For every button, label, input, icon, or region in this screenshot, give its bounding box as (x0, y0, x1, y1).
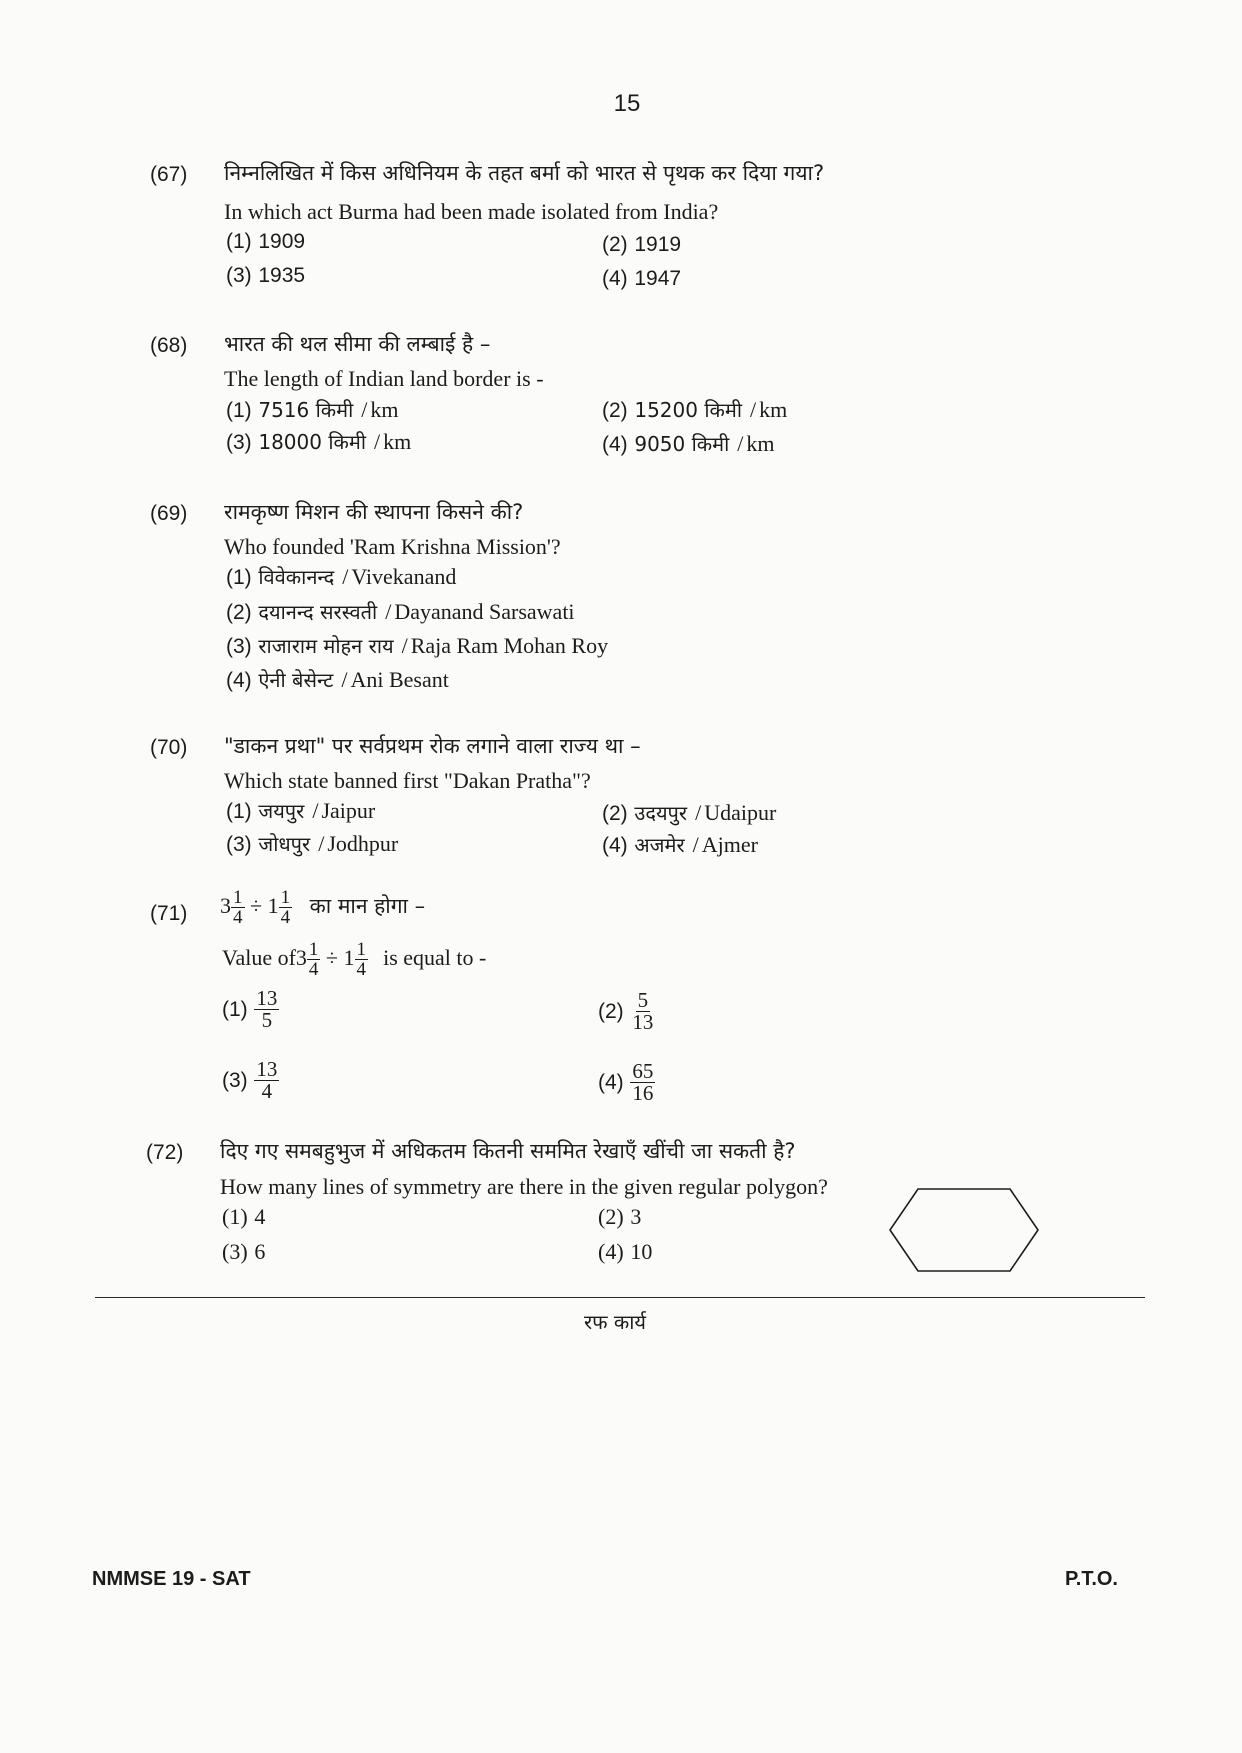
rough-work-label: रफ कार्य (583, 1310, 647, 1334)
denominator: 16 (632, 1081, 654, 1106)
option-fraction (630, 990, 655, 1034)
numerator: 13 (256, 986, 278, 1010)
option-number: (2) (602, 399, 628, 422)
separator: / (695, 800, 702, 825)
option-value-english: Jodhpur (327, 831, 399, 856)
option-value: 1919 (634, 233, 682, 256)
option-value-english: Dayanand Sarsawati (394, 599, 575, 624)
option-value-english: Ani Besant (350, 667, 449, 692)
hindi-suffix: का मान होगा – (309, 893, 426, 918)
option-4 (598, 1239, 652, 1265)
option-number: (1) (222, 997, 248, 1021)
option-value-english: km (383, 429, 412, 454)
option-4 (602, 831, 758, 858)
option-number: (1) (226, 230, 252, 253)
footer-exam-code: NMMSE 19 - SAT (92, 1568, 251, 1590)
option-number: (3) (222, 1068, 248, 1092)
denominator: 4 (261, 1079, 273, 1104)
option-2 (226, 598, 575, 625)
question-number: (67) (150, 163, 188, 186)
option-fraction (630, 1061, 655, 1105)
option-number: (3) (226, 431, 252, 454)
option-3 (226, 632, 608, 659)
numerator: 5 (637, 988, 649, 1012)
option-number: (3) (222, 1239, 248, 1264)
option-3 (222, 1239, 265, 1265)
question-text-english: Which state banned first "Dakan Pratha"? (224, 768, 591, 793)
option-value: राजाराम मोहन राय (258, 634, 394, 658)
english-suffix: is equal to - (383, 944, 487, 970)
option-1 (226, 563, 456, 590)
separator: / (361, 397, 368, 422)
question-text-english: Who founded 'Ram Krishna Mission'? (224, 534, 561, 559)
option-value: उदयपुर (634, 801, 688, 825)
option-value: दयानन्द सरस्वती (258, 600, 378, 624)
question-text-hindi: "डाकन प्रथा" पर सर्वप्रथम रोक लगाने वाला राज्य था – (224, 734, 641, 758)
option-value: 6 (254, 1239, 266, 1264)
option-number: (1) (222, 1204, 248, 1229)
separator: / (737, 431, 744, 456)
english-prefix: Value of (222, 944, 296, 970)
option-1 (226, 396, 399, 423)
option-value: जयपुर (258, 799, 305, 823)
option-value: जोधपुर (258, 832, 311, 856)
question-text-hindi: भारत की थल सीमा की लम्बाई है – (224, 332, 491, 356)
question-number: (70) (150, 736, 188, 759)
fraction (355, 940, 369, 980)
option-value: 4 (254, 1204, 266, 1229)
question-text-hindi: दिए गए समबहुभुज में अधिकतम कितनी सममित रेखाएँ खींची जा सकती है? (220, 1139, 796, 1163)
option-3 (226, 263, 305, 288)
question-number: (69) (150, 502, 188, 525)
operator: ÷ (250, 892, 263, 918)
option-value: 1935 (258, 264, 306, 287)
question-number: (68) (150, 334, 188, 357)
option-value-english: km (370, 397, 399, 422)
option-number: (2) (226, 601, 252, 624)
option-2 (602, 396, 787, 423)
separator: / (342, 564, 349, 589)
hexagon-figure (886, 1186, 1042, 1274)
separator: / (692, 832, 699, 857)
separator: / (750, 397, 757, 422)
option-1 (222, 988, 279, 1032)
option-value-english: Raja Ram Mohan Roy (410, 633, 609, 658)
option-number: (2) (598, 1204, 624, 1229)
option-value-english: km (759, 397, 788, 422)
question-text-english: In which act Burma had been made isolated from India? (224, 199, 719, 224)
option-2 (598, 990, 655, 1034)
option-4 (598, 1061, 655, 1105)
numerator: 1 (233, 887, 243, 908)
separator: / (312, 798, 319, 823)
option-number: (3) (226, 264, 252, 287)
option-value: 18000 किमी (258, 430, 367, 454)
option-number: (1) (226, 566, 252, 589)
option-value: 3 (630, 1204, 642, 1229)
option-number: (4) (598, 1239, 624, 1264)
option-number: (3) (226, 635, 252, 658)
option-4 (226, 666, 449, 693)
option-number: (2) (602, 233, 628, 256)
separator: / (374, 429, 381, 454)
denominator: 13 (632, 1010, 654, 1035)
option-number: (2) (598, 999, 624, 1023)
option-number: (4) (598, 1070, 624, 1094)
whole-number: 3 (295, 944, 307, 970)
option-number: (4) (226, 669, 252, 692)
option-fraction (254, 1059, 279, 1103)
numerator: 1 (280, 887, 291, 908)
option-number: (1) (226, 399, 252, 422)
option-value: ऐनी बेसेन्ट (258, 668, 334, 692)
separator: / (318, 831, 325, 856)
question-text-english: How many lines of symmetry are there in the given regular polygon? (220, 1174, 828, 1199)
numerator: 65 (632, 1059, 654, 1083)
option-value: 7516 किमी (258, 398, 354, 422)
numerator: 1 (356, 939, 366, 960)
option-value-english: Jaipur (321, 798, 376, 823)
whole-number: 1 (267, 892, 279, 918)
question-text-hindi: रामकृष्ण मिशन की स्थापना किसने की? (224, 500, 524, 524)
math-expression (220, 887, 298, 929)
option-number: (4) (602, 834, 628, 857)
option-number: (4) (602, 433, 628, 456)
question-text-english: The length of Indian land border is - (224, 366, 544, 391)
divider-line (95, 1297, 1145, 1298)
option-1 (222, 1204, 265, 1230)
option-number: (2) (602, 802, 628, 825)
option-value: 15200 किमी (634, 398, 743, 422)
option-3 (222, 1059, 279, 1103)
fraction (231, 888, 245, 928)
denominator: 4 (233, 907, 243, 929)
option-3 (226, 830, 398, 857)
question-number: (72) (146, 1141, 184, 1164)
separator: / (385, 599, 392, 624)
option-fraction (254, 988, 279, 1032)
option-2 (602, 799, 776, 826)
denominator: 4 (308, 959, 319, 981)
operator: ÷ (325, 944, 338, 970)
math-expression (295, 939, 368, 981)
option-value: 9050 किमी (634, 432, 730, 456)
question-text-hindi (220, 888, 425, 928)
option-number: (3) (226, 833, 252, 856)
option-4 (602, 430, 775, 457)
option-2 (602, 232, 681, 257)
option-number: (1) (226, 800, 252, 823)
option-number: (4) (602, 267, 628, 290)
denominator: 4 (356, 959, 366, 981)
whole-number: 1 (343, 944, 355, 970)
fraction (307, 940, 321, 980)
option-value: अजमेर (634, 833, 685, 857)
option-value-english: Vivekanand (351, 564, 457, 589)
option-4 (602, 266, 681, 291)
option-value: विवेकानन्द (258, 565, 335, 589)
denominator: 4 (280, 907, 291, 929)
fraction (279, 888, 293, 928)
page-number: 15 (613, 90, 641, 117)
question-text-english (222, 940, 486, 980)
numerator: 1 (308, 939, 319, 960)
option-3 (226, 428, 411, 455)
question-text-hindi: निम्नलिखित में किस अधिनियम के तहत बर्मा को भारत से पृथक कर दिया गया? (224, 161, 825, 185)
separator: / (401, 633, 408, 658)
denominator: 5 (261, 1008, 273, 1033)
option-1 (226, 797, 375, 824)
question-number: (71) (150, 902, 188, 925)
option-value: 1909 (258, 230, 306, 253)
option-value-english: Ajmer (701, 832, 758, 857)
option-value: 1947 (634, 267, 682, 290)
option-value: 10 (630, 1239, 653, 1264)
numerator: 13 (256, 1057, 278, 1081)
option-1 (226, 229, 305, 254)
option-2 (598, 1204, 641, 1230)
option-value-english: km (746, 431, 775, 456)
whole-number: 3 (220, 892, 231, 918)
option-value-english: Udaipur (704, 800, 777, 825)
separator: / (341, 667, 348, 692)
footer-pto: P.T.O. (1065, 1568, 1118, 1590)
